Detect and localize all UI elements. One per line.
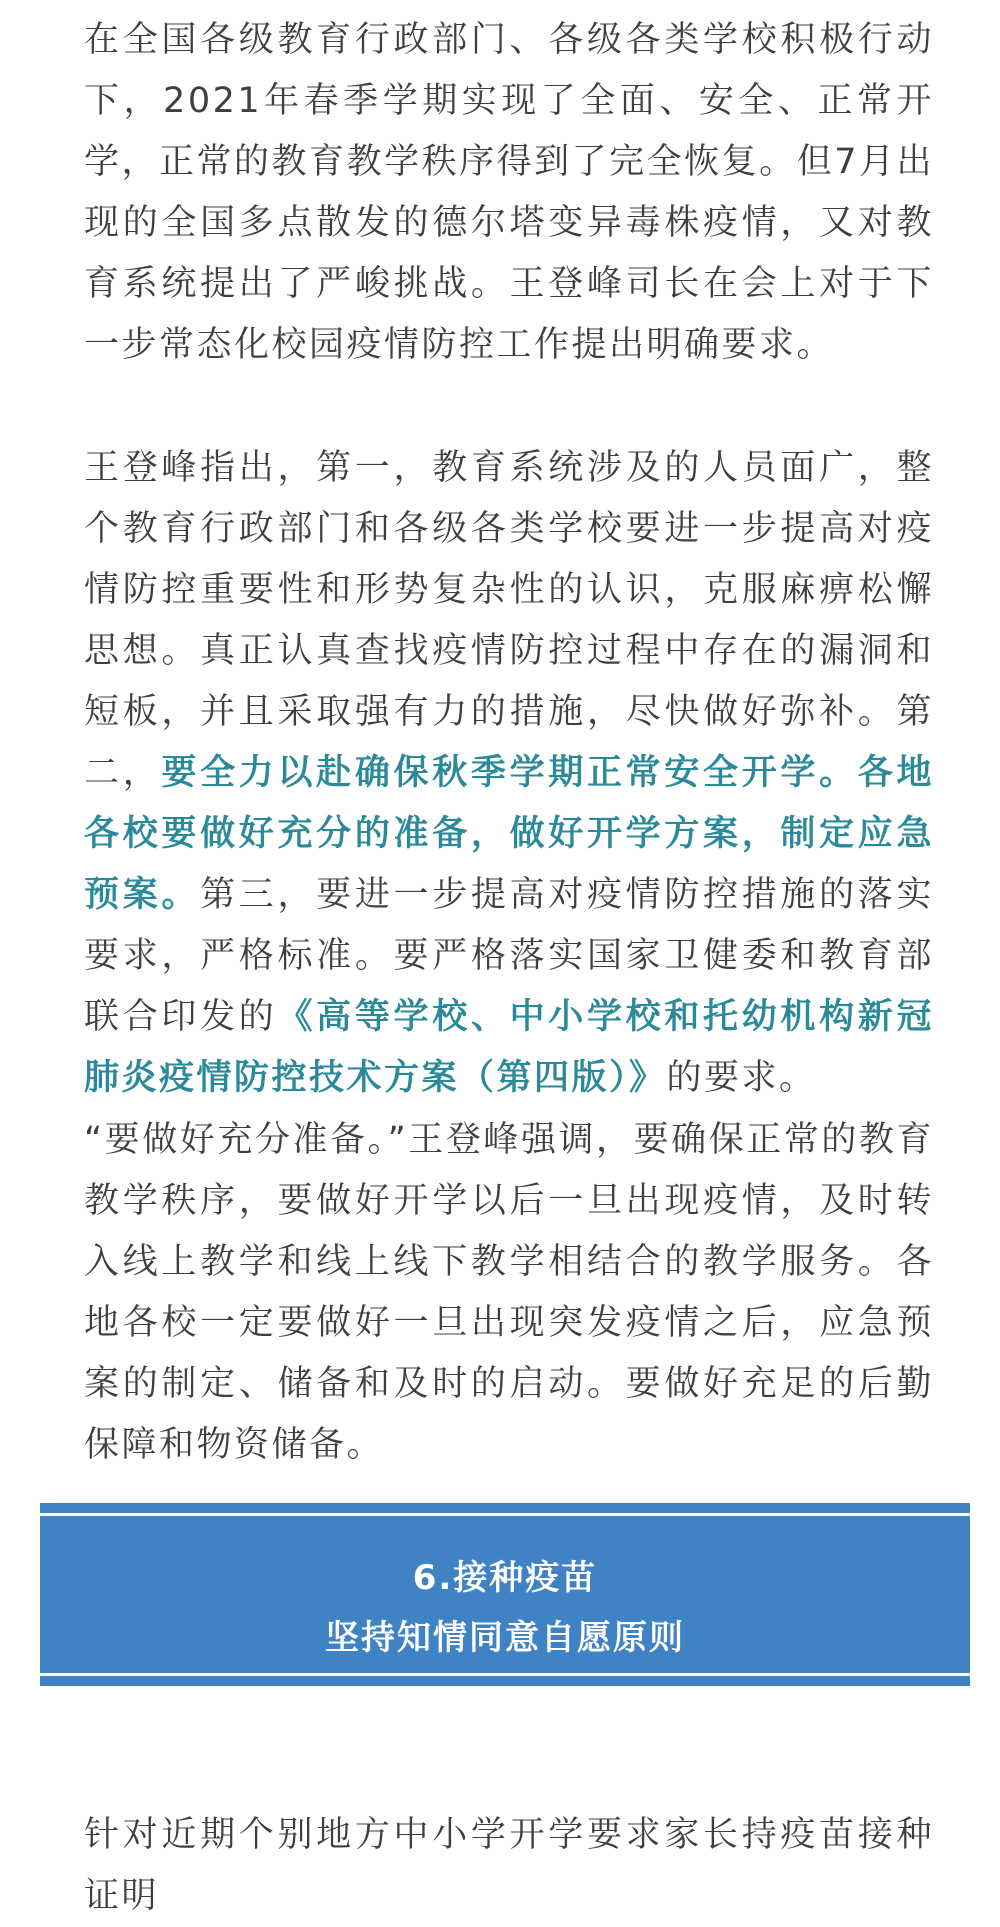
paragraph-intro: 在全国各级教育行政部门、各级各类学校积极行动下，2021年春季学期实现了全面、安全、正常开学，正常的教育教学秩序得到了完全恢复。但7月出现的全国多点散发的德尔塔变异毒株疫情，又对教育系统提出了严峻挑战。王登峰司长在会上对于下一步常态化校园疫情防控工作提出明确要求。: [84, 20, 934, 365]
paragraph-preparation: “要做好充分准备。”王登峰强调，要确保正常的教育教学秩序，要做好开学以后一旦出现疫情，及时转入线上教学和线上线下教学相结合的教学服务。各地各校一定要做好一旦出现突发疫情之后，应急预案的制定、储备和及时的启动。要做好充足的后勤保障和物资储备。: [84, 1120, 934, 1465]
highlight-text: 要全力以赴确保秋季学期正常安全开学。各地各校要做好充分的准备，做好开学方案，制定应急预案。: [84, 753, 934, 915]
section-heading-number: 6.接种疫苗: [412, 1558, 598, 1598]
section-heading-box: [40, 1503, 970, 1686]
document-title-link: 《高等学校、中小学校和托幼机构新冠肺炎疫情防控技术方案（第四版）》: [84, 997, 934, 1098]
paragraph-text: 的要求。: [666, 1058, 817, 1098]
paragraph-text: 第三，要进一步提高对疫情防控措施的落实要求，严格标准。要严格落实国家卫健委和教育部联合印发的: [84, 875, 934, 1037]
section-heading-title: 坚持知情同意自愿原则: [325, 1618, 685, 1658]
paragraph-text: 王登峰指出，第一，教育系统涉及的人员面广，整个教育行政部门和各级各类学校要进一步提高对疫情防控重要性和形势复杂性的认识，克服麻痹松懈思想。真正认真查找疫情防控过程中存在的漏洞和短板，并且采取强有力的措施，尽快做好弥补。第二，: [84, 448, 934, 793]
paragraph-requirements: [84, 438, 934, 1109]
paragraph-vaccination: 针对近期个别地方中小学开学要求家长持疫苗接种证明: [84, 1815, 934, 1916]
